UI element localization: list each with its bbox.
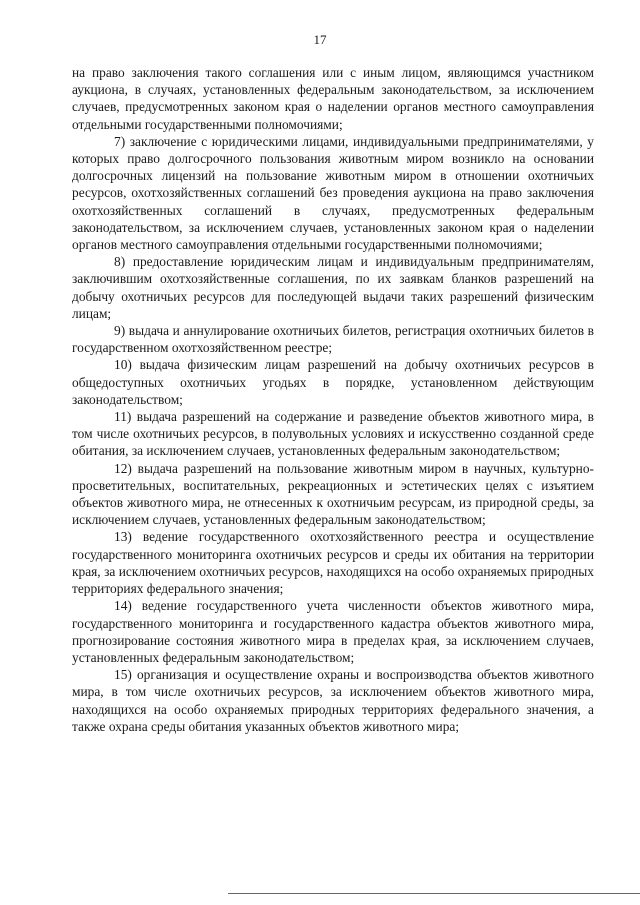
document-body [72,64,594,735]
paragraph-continuation: на право заключения такого соглашения или с иным лицом, являющимся участником аукциона, в случаях, установленных федеральным законодательством, за исключением случаев, предусмотренных законом края о наделении органов местного самоуправления отдельными государственными полномочиями; [72,65,594,132]
paragraph-item-9: 9) выдача и аннулирование охотничьих билетов, регистрация охотничьих билетов в государственном охотхозяйственном реестре; [72,323,594,356]
paragraph-item-14: 14) ведение государственного учета численности объектов животного мира, государственного мониторинга и государственного кадастра объектов животного мира, прогнозирование состояния животного мира в пределах края, за исключением случаев, установленных федеральным законодательством; [72,598,594,665]
page-bottom-rule [228,893,640,894]
paragraph-item-7: 7) заключение с юридическими лицами, индивидуальными предпринимателями, у которых право долгосрочного пользования животным миром возникло на основании долгосрочных лицензий на пользование животным миром в отношении охотничьих ресурсов, охотхозяйственных соглашений без проведения аукциона на право заключения охотхозяйственных соглашений в случаях, предусмотренных федеральным законодательством, за исключением случаев, установленных законом края о наделении органов местного самоуправления отдельными государственными полномочиями; [72,133,594,253]
paragraph-item-11: 11) выдача разрешений на содержание и разведение объектов животного мира, в том числе охотничьих ресурсов, в полувольных условиях и искусственно созданной среде обитания, за исключением случаев, установленных федеральным законодательством; [72,409,594,459]
paragraph-item-15: 15) организация и осуществление охраны и воспроизводства объектов животного мира, в том числе охотничьих ресурсов, за исключением объектов животного мира, находящихся на особо охраняемых природных территориях федерального значения, а также охрана среды обитания указанных объектов животного мира; [72,667,594,734]
paragraph-item-13: 13) ведение государственного охотхозяйственного реестра и осуществление государственного мониторинга охотничьих ресурсов и среды их обитания на территории края, за исключением охотничьих ресурсов, находящихся на особо охраняемых природных территориях федерального значения; [72,529,594,597]
paragraph-item-10: 10) выдача физическим лицам разрешений на добычу охотничьих ресурсов в общедоступных охотничьих угодьях в порядке, установленном действующим законодательством; [72,357,594,407]
page-number: 17 [313,32,327,47]
paragraph-item-8: 8) предоставление юридическим лицам и индивидуальным предпринимателям, заключившим охотхозяйственные соглашения, по их заявкам бланков разрешений на добычу охотничьих ресурсов для последующей выдачи таких разрешений физическим лицам; [72,254,594,321]
paragraph-item-12: 12) выдача разрешений на пользование животным миром в научных, культурно-просветительных, воспитательных, рекреационных и эстетических целях с изъятием объектов животного мира, не отнесенных к охотничьим ресурсам, из природной среды, за исключением случаев, установленных федеральным законодательством; [72,460,594,528]
